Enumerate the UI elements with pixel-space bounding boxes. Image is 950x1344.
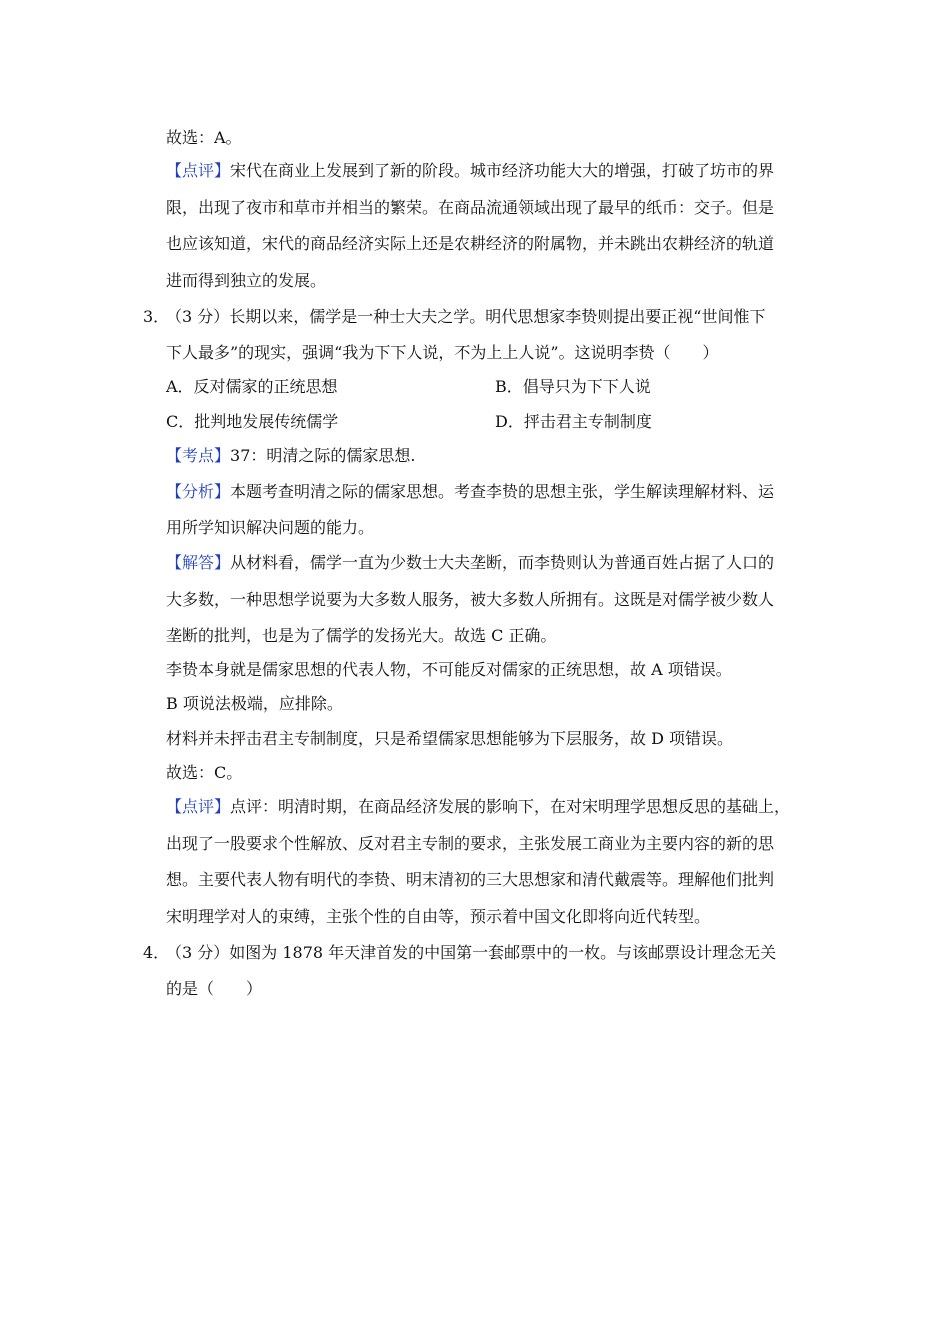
q3-jieda-line-5: B 项说法极端，应排除。 bbox=[166, 694, 343, 713]
q3-jieda-line-4: 李贽本身就是儒家思想的代表人物，不可能反对儒家的正统思想，故 A 项错误。 bbox=[166, 660, 732, 679]
q3-jieda-tag: 【解答】 bbox=[166, 553, 231, 572]
q3-jieda-line-6: 材料并未抨击君主专制制度，只是希望儒家思想能够为下层服务，故 D 项错误。 bbox=[166, 729, 734, 748]
q3-option-d: D．抨击君主专制制度 bbox=[495, 412, 652, 431]
q3-jieda-line-7: 故选：C。 bbox=[166, 763, 243, 782]
q2-answer: 故选：A。 bbox=[166, 128, 242, 147]
q3-fenxi-tag: 【分析】 bbox=[166, 482, 231, 501]
q3-fenxi-line-2: 用所学知识解决问题的能力。 bbox=[166, 518, 375, 537]
q3-dianping-line-2: 出现了一股要求个性解放、反对君主专制的要求，主张发展工商业为主要内容的新的思 bbox=[166, 834, 775, 853]
q3-dianping-line-3: 想。主要代表人物有明代的李贽、明末清初的三大思想家和清代戴震等。理解他们批判 bbox=[166, 870, 775, 889]
q2-comment-line-4: 进而得到独立的发展。 bbox=[166, 271, 327, 290]
q3-number: 3． bbox=[143, 307, 170, 326]
q4-number: 4． bbox=[143, 943, 170, 962]
q3-jieda-line-2: 大多数，一种思想学说要为大多数人服务，被大多数人所拥有。这既是对儒学被少数人 bbox=[166, 590, 775, 609]
q3-dianping-line-1: 【点评】点评：明清时期，在商品经济发展的影响下，在对宋明理学思想反思的基础上， bbox=[166, 797, 791, 816]
q3-fenxi-line-1: 【分析】本题考查明清之际的儒家思想。考查李贽的思想主张，学生解读理解材料、运 bbox=[166, 482, 775, 501]
q4-stem-line-1: （3 分）如图为 1878 年天津首发的中国第一套邮票中的一枚。与该邮票设计理念无关 bbox=[166, 943, 777, 962]
q3-stem-line-2: 下人最多”的现实，强调“我为下下人说，不为上上人说”。这说明李贽（ ） bbox=[166, 343, 719, 362]
q3-option-b: B．倡导只为下下人说 bbox=[495, 377, 651, 396]
q3-dianping-line-4: 宋明理学对人的束缚，主张个性的自由等，预示着中国文化即将向近代转型。 bbox=[166, 907, 711, 926]
q3-option-c: C．批判地发展传统儒学 bbox=[166, 412, 339, 431]
q2-comment-line-1: 【点评】宋代在商业上发展到了新的阶段。城市经济功能大大的增强，打破了坊市的界 bbox=[166, 161, 775, 180]
q4-stem-line-2: 的是（ ） bbox=[166, 979, 263, 998]
q3-jieda-line-3: 垄断的批判，也是为了儒学的发扬光大。故选 C 正确。 bbox=[166, 626, 557, 645]
q3-stem-line-1: （3 分）长期以来，儒学是一种士大夫之学。明代思想家李贽则提出要正视“世间惟下 bbox=[166, 307, 766, 326]
q3-kaodian-tag: 【考点】 bbox=[166, 446, 231, 465]
q3-dianping-tag: 【点评】 bbox=[166, 797, 231, 816]
q2-comment-line-2: 限，出现了夜市和草市并相当的繁荣。在商品流通领域出现了最早的纸币：交子。但是 bbox=[166, 198, 775, 217]
q3-jieda-line-1: 【解答】从材料看，儒学一直为少数士大夫垄断，而李贽则认为普通百姓占据了人口的 bbox=[166, 553, 775, 572]
q3-kaodian: 【考点】37：明清之际的儒家思想. bbox=[166, 446, 416, 465]
q3-option-a: A．反对儒家的正统思想 bbox=[166, 377, 338, 396]
q2-comment-line-3: 也应该知道，宋代的商品经济实际上还是农耕经济的附属物，并未跳出农耕经济的轨道 bbox=[166, 234, 775, 253]
q2-comment-tag: 【点评】 bbox=[166, 161, 231, 180]
